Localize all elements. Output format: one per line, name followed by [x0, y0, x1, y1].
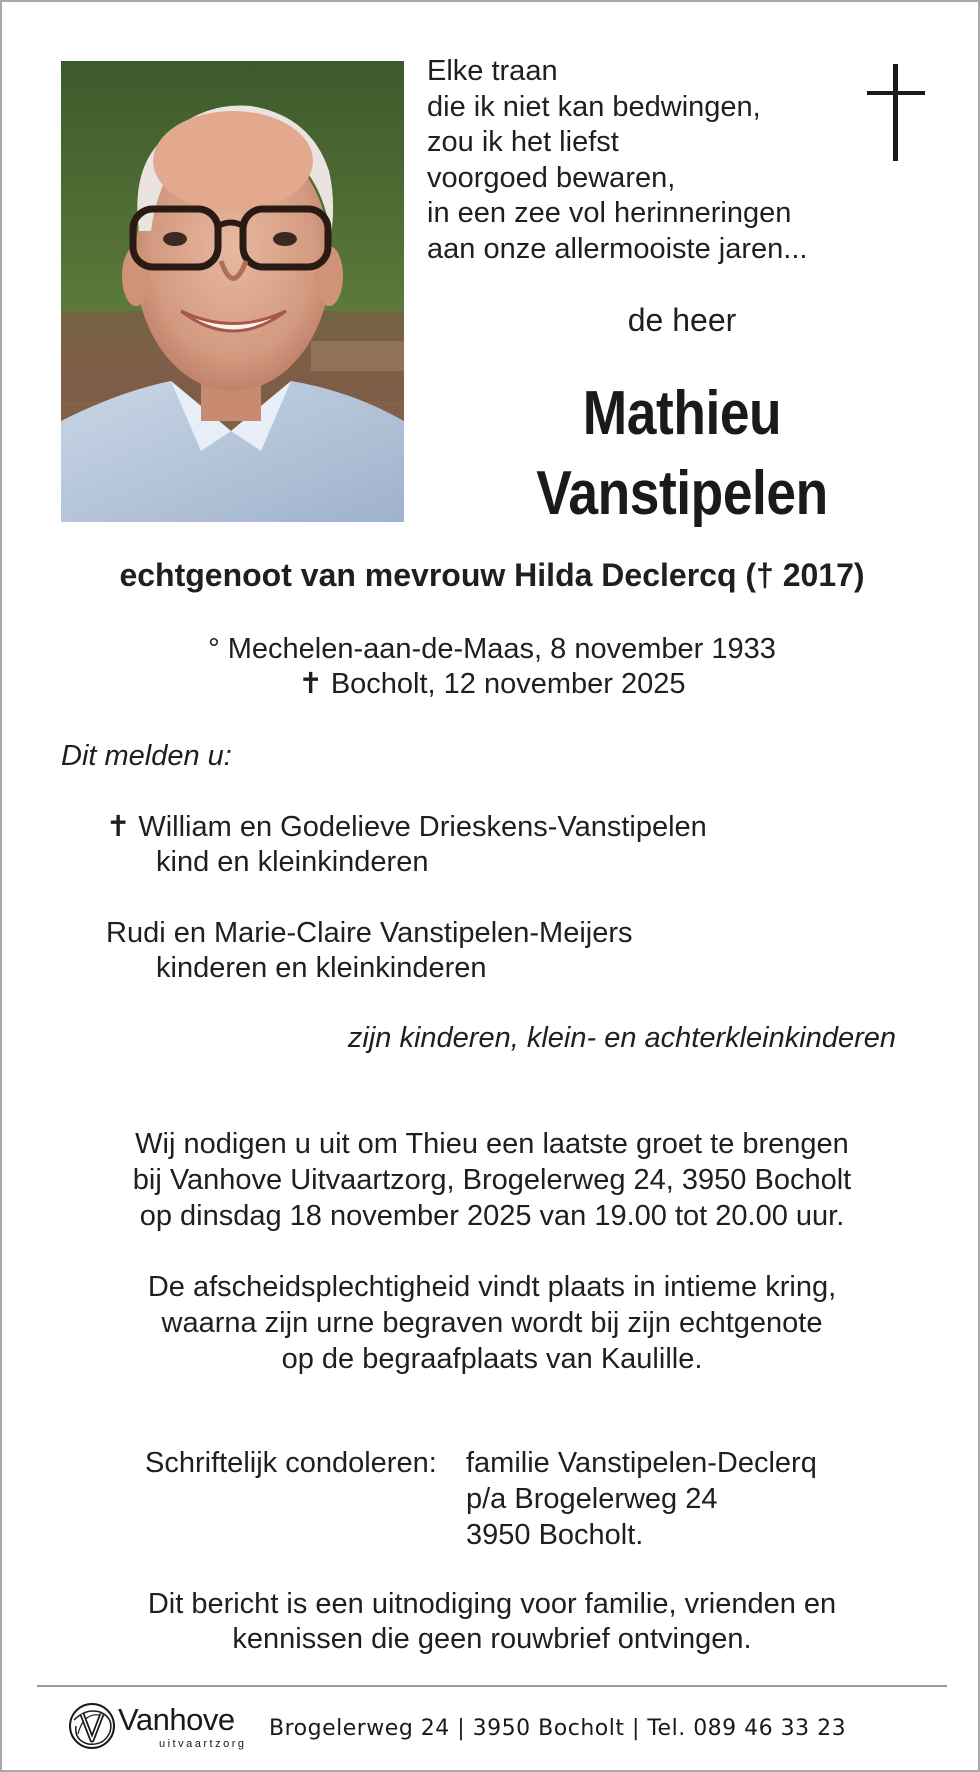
- deceased-name: [458, 374, 905, 534]
- life-dates: [2, 632, 980, 702]
- cross-icon: [867, 64, 925, 161]
- condolence-line: familie Vanstipelen-Declerq: [466, 1447, 817, 1479]
- poem: [427, 54, 847, 267]
- list-item: [106, 916, 707, 986]
- spouse-line: echtgenoot van mevrouw Hilda Declercq († 2017): [119, 557, 865, 593]
- condolence-line: 3950 Bocholt.: [466, 1519, 644, 1551]
- poem-line: zou ik het liefst: [427, 126, 619, 158]
- logo-sub: uitvaartzorg: [159, 1738, 247, 1750]
- ceremony-line: waarna zijn urne begraven wordt bij zijn echtgenote: [161, 1307, 823, 1339]
- birth-line: ° Mechelen-aan-de-Maas, 8 november 1933: [208, 633, 776, 665]
- condolence-line: p/a Brogelerweg 24: [466, 1483, 718, 1515]
- last-name: Vanstipelen: [536, 459, 828, 528]
- family-sub: kinderen en kleinkinderen: [156, 952, 487, 984]
- ceremony-line: De afscheidsplechtigheid vindt plaats in intieme kring,: [147, 1271, 837, 1303]
- vanhove-logo-icon: [66, 1700, 118, 1752]
- death-line: ✝ Bocholt, 12 november 2025: [298, 668, 686, 700]
- poem-line: die ik niet kan bedwingen,: [427, 90, 761, 123]
- family-name: ✝ William en Godelieve Drieskens-Vanstipelen: [106, 811, 707, 843]
- notice-note: [2, 1587, 980, 1657]
- list-item: [106, 810, 707, 880]
- poem-line: Elke traan: [427, 55, 558, 87]
- note-line: kennissen die geen rouwbrief ontvingen.: [232, 1623, 752, 1655]
- poem-line: voorgoed bewaren,: [427, 161, 676, 194]
- family-list: [106, 810, 707, 1022]
- invitation: [2, 1126, 980, 1234]
- footer-divider: [37, 1685, 947, 1687]
- poem-line: in een zee vol herinneringen: [427, 197, 792, 229]
- condolence-label: Schriftelijk condoleren:: [145, 1447, 437, 1479]
- condolence-address: [145, 1445, 817, 1553]
- note-line: Dit bericht is een uitnodiging voor familie, vrienden en: [147, 1588, 837, 1620]
- ceremony-info: [2, 1269, 980, 1377]
- vanhove-logo: [66, 1696, 256, 1756]
- poem-line: aan onze allermooiste jaren...: [427, 232, 808, 265]
- portrait-photo: [61, 61, 404, 522]
- invite-line: Wij nodigen u uit om Thieu een laatste groet te brengen: [135, 1128, 849, 1160]
- honorific: de heer: [627, 302, 737, 338]
- family-sub: kind en kleinkinderen: [156, 846, 429, 878]
- ceremony-line: op de begraafplaats van Kaulille.: [281, 1343, 703, 1375]
- invite-line: op dinsdag 18 november 2025 van 19.00 tot 20.00 uur.: [139, 1200, 845, 1232]
- family-summary: zijn kinderen, klein- en achterkleinkinderen: [347, 1022, 896, 1054]
- logo-name: Vanhove: [118, 1702, 235, 1737]
- announce-heading: Dit melden u:: [61, 740, 232, 772]
- invite-line: bij Vanhove Uitvaartzorg, Brogelerweg 24, 3950 Bocholt: [132, 1164, 852, 1196]
- first-name: Mathieu: [582, 379, 782, 448]
- family-name: Rudi en Marie-Claire Vanstipelen-Meijers: [106, 917, 633, 949]
- footer-address: Brogelerweg 24 | 3950 Bocholt | Tel. 089 46 33 23: [269, 1716, 847, 1741]
